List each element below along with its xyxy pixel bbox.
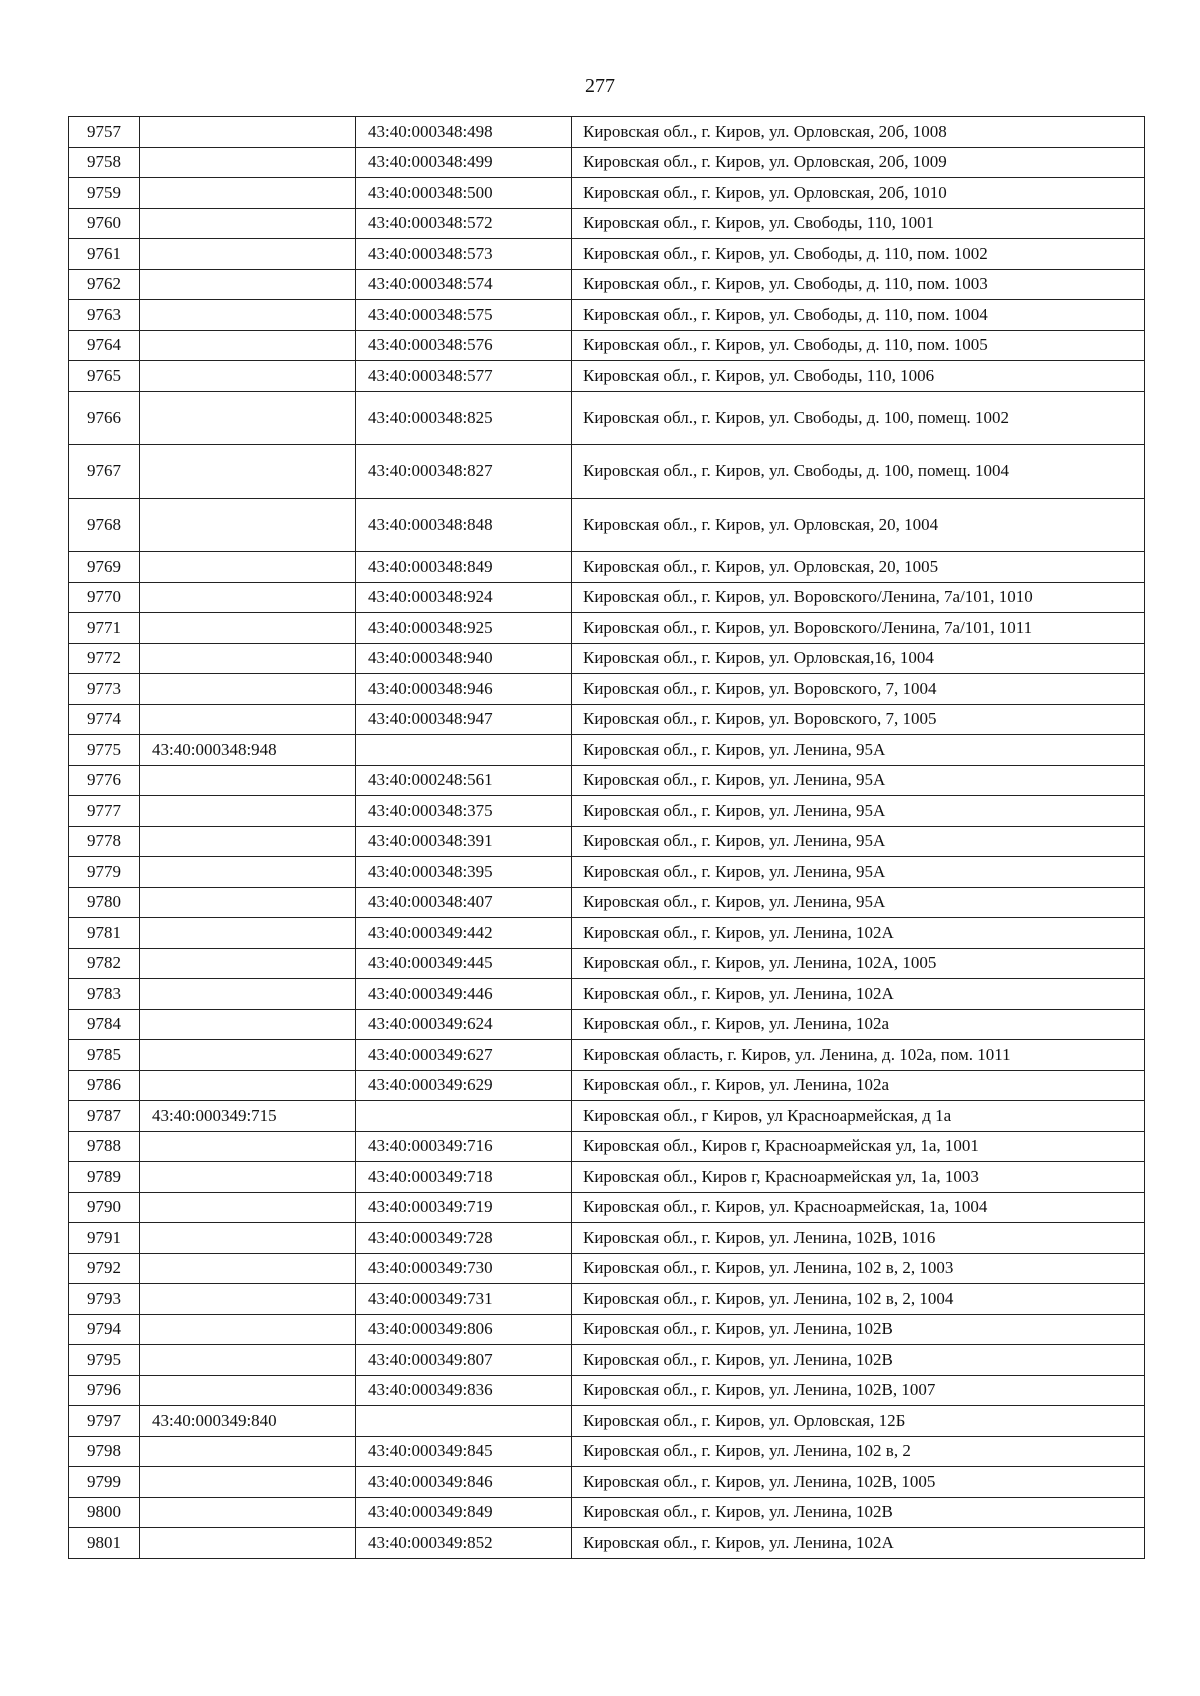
parent-cadastral-cell	[140, 1009, 356, 1040]
cadastral-number-cell: 43:40:000349:852	[356, 1528, 572, 1559]
table-row	[69, 704, 1145, 735]
cadastral-number-cell: 43:40:000348:395	[356, 857, 572, 888]
row-number-cell: 9795	[69, 1345, 140, 1376]
parent-cadastral-cell	[140, 1162, 356, 1193]
table-row	[69, 796, 1145, 827]
parent-cadastral-cell	[140, 269, 356, 300]
parent-cadastral-cell	[140, 1253, 356, 1284]
parent-cadastral-cell	[140, 498, 356, 552]
parent-cadastral-cell: 43:40:000348:948	[140, 735, 356, 766]
address-cell: Кировская обл., Киров г, Красноармейская ул, 1а, 1003	[572, 1162, 1145, 1193]
cadastral-number-cell: 43:40:000348:577	[356, 361, 572, 392]
cadastral-number-cell: 43:40:000348:825	[356, 391, 572, 445]
row-number-cell: 9789	[69, 1162, 140, 1193]
address-cell: Кировская обл., г. Киров, ул. Ленина, 102В, 1005	[572, 1467, 1145, 1498]
cadastral-number-cell: 43:40:000348:391	[356, 826, 572, 857]
table-row	[69, 857, 1145, 888]
page-number: 277	[585, 75, 615, 97]
table-row	[69, 147, 1145, 178]
row-number-cell: 9767	[69, 445, 140, 499]
table-row	[69, 445, 1145, 499]
registry-table-body	[69, 117, 1145, 1559]
address-cell: Кировская обл., г. Киров, ул. Воровского, 7, 1005	[572, 704, 1145, 735]
row-number-cell: 9766	[69, 391, 140, 445]
parent-cadastral-cell	[140, 887, 356, 918]
address-cell: Кировская обл., г Киров, ул Красноармейская, д 1а	[572, 1101, 1145, 1132]
table-row	[69, 1192, 1145, 1223]
table-row	[69, 117, 1145, 148]
row-number-cell: 9757	[69, 117, 140, 148]
row-number-cell: 9775	[69, 735, 140, 766]
cadastral-number-cell: 43:40:000348:827	[356, 445, 572, 499]
cadastral-number-cell: 43:40:000348:572	[356, 208, 572, 239]
address-cell: Кировская обл., г. Киров, ул. Ленина, 102В	[572, 1345, 1145, 1376]
parent-cadastral-cell	[140, 643, 356, 674]
cadastral-number-cell	[356, 735, 572, 766]
table-row	[69, 1284, 1145, 1315]
cadastral-number-cell: 43:40:000348:849	[356, 552, 572, 583]
row-number-cell: 9773	[69, 674, 140, 705]
address-cell: Кировская обл., г. Киров, ул. Ленина, 102А	[572, 918, 1145, 949]
parent-cadastral-cell	[140, 1040, 356, 1071]
table-row	[69, 674, 1145, 705]
cadastral-number-cell: 43:40:000349:627	[356, 1040, 572, 1071]
parent-cadastral-cell	[140, 918, 356, 949]
table-row	[69, 948, 1145, 979]
cadastral-number-cell: 43:40:000349:728	[356, 1223, 572, 1254]
table-row	[69, 300, 1145, 331]
parent-cadastral-cell	[140, 330, 356, 361]
parent-cadastral-cell	[140, 1345, 356, 1376]
table-row	[69, 1467, 1145, 1498]
table-row	[69, 1314, 1145, 1345]
row-number-cell: 9760	[69, 208, 140, 239]
row-number-cell: 9788	[69, 1131, 140, 1162]
table-row	[69, 1345, 1145, 1376]
address-cell: Кировская обл., г. Киров, ул. Ленина, 102 в, 2	[572, 1436, 1145, 1467]
parent-cadastral-cell	[140, 826, 356, 857]
cadastral-number-cell: 43:40:000349:718	[356, 1162, 572, 1193]
cadastral-number-cell: 43:40:000349:730	[356, 1253, 572, 1284]
row-number-cell: 9801	[69, 1528, 140, 1559]
table-row	[69, 1131, 1145, 1162]
cadastral-number-cell: 43:40:000349:836	[356, 1375, 572, 1406]
address-cell: Кировская обл., г. Киров, ул. Ленина, 102а	[572, 1009, 1145, 1040]
parent-cadastral-cell	[140, 948, 356, 979]
address-cell: Кировская обл., г. Киров, ул. Ленина, 102А	[572, 979, 1145, 1010]
parent-cadastral-cell	[140, 1131, 356, 1162]
address-cell: Кировская обл., г. Киров, ул. Ленина, 102В	[572, 1497, 1145, 1528]
parent-cadastral-cell	[140, 704, 356, 735]
parent-cadastral-cell	[140, 552, 356, 583]
address-cell: Кировская обл., г. Киров, ул. Орловская, 12Б	[572, 1406, 1145, 1437]
parent-cadastral-cell: 43:40:000349:715	[140, 1101, 356, 1132]
cadastral-number-cell: 43:40:000349:716	[356, 1131, 572, 1162]
parent-cadastral-cell	[140, 361, 356, 392]
table-row	[69, 1101, 1145, 1132]
row-number-cell: 9800	[69, 1497, 140, 1528]
cadastral-number-cell: 43:40:000348:499	[356, 147, 572, 178]
cadastral-number-cell: 43:40:000348:576	[356, 330, 572, 361]
address-cell: Кировская обл., г. Киров, ул. Ленина, 95А	[572, 735, 1145, 766]
cadastral-number-cell: 43:40:000349:806	[356, 1314, 572, 1345]
address-cell: Кировская обл., г. Киров, ул. Ленина, 102В, 1007	[572, 1375, 1145, 1406]
table-row	[69, 613, 1145, 644]
table-row	[69, 361, 1145, 392]
table-row	[69, 391, 1145, 445]
parent-cadastral-cell	[140, 1192, 356, 1223]
table-row	[69, 269, 1145, 300]
table-row	[69, 1009, 1145, 1040]
parent-cadastral-cell	[140, 796, 356, 827]
table-row	[69, 1406, 1145, 1437]
row-number-cell: 9768	[69, 498, 140, 552]
row-number-cell: 9797	[69, 1406, 140, 1437]
address-cell: Кировская обл., г. Киров, ул. Воровского, 7, 1004	[572, 674, 1145, 705]
cadastral-number-cell: 43:40:000348:375	[356, 796, 572, 827]
address-cell: Кировская обл., г. Киров, ул. Ленина, 102 в, 2, 1004	[572, 1284, 1145, 1315]
table-row	[69, 918, 1145, 949]
row-number-cell: 9790	[69, 1192, 140, 1223]
table-row	[69, 582, 1145, 613]
cadastral-number-cell: 43:40:000349:807	[356, 1345, 572, 1376]
address-cell: Кировская обл., г. Киров, ул. Ленина, 95А	[572, 796, 1145, 827]
row-number-cell: 9782	[69, 948, 140, 979]
cadastral-number-cell: 43:40:000349:719	[356, 1192, 572, 1223]
table-row	[69, 1528, 1145, 1559]
address-cell: Кировская обл., г. Киров, ул. Свободы, д. 110, пом. 1002	[572, 239, 1145, 270]
cadastral-number-cell: 43:40:000349:446	[356, 979, 572, 1010]
row-number-cell: 9778	[69, 826, 140, 857]
row-number-cell: 9761	[69, 239, 140, 270]
parent-cadastral-cell	[140, 117, 356, 148]
address-cell: Кировская обл., г. Киров, ул. Орловская,16, 1004	[572, 643, 1145, 674]
parent-cadastral-cell	[140, 391, 356, 445]
parent-cadastral-cell	[140, 445, 356, 499]
row-number-cell: 9781	[69, 918, 140, 949]
cadastral-number-cell: 43:40:000349:849	[356, 1497, 572, 1528]
row-number-cell: 9792	[69, 1253, 140, 1284]
row-number-cell: 9796	[69, 1375, 140, 1406]
table-row	[69, 1162, 1145, 1193]
row-number-cell: 9762	[69, 269, 140, 300]
table-row	[69, 208, 1145, 239]
address-cell: Кировская обл., г. Киров, ул. Ленина, 102В, 1016	[572, 1223, 1145, 1254]
parent-cadastral-cell	[140, 613, 356, 644]
table-row	[69, 643, 1145, 674]
table-row	[69, 887, 1145, 918]
cadastral-number-cell: 43:40:000348:407	[356, 887, 572, 918]
parent-cadastral-cell	[140, 1375, 356, 1406]
row-number-cell: 9758	[69, 147, 140, 178]
address-cell: Кировская обл., г. Киров, ул. Свободы, д. 110, пом. 1004	[572, 300, 1145, 331]
row-number-cell: 9786	[69, 1070, 140, 1101]
parent-cadastral-cell	[140, 1467, 356, 1498]
cadastral-number-cell: 43:40:000348:573	[356, 239, 572, 270]
address-cell: Кировская обл., г. Киров, ул. Красноармейская, 1а, 1004	[572, 1192, 1145, 1223]
table-row	[69, 1497, 1145, 1528]
cadastral-number-cell: 43:40:000348:574	[356, 269, 572, 300]
row-number-cell: 9769	[69, 552, 140, 583]
table-row	[69, 239, 1145, 270]
parent-cadastral-cell	[140, 1223, 356, 1254]
row-number-cell: 9783	[69, 979, 140, 1010]
row-number-cell: 9780	[69, 887, 140, 918]
parent-cadastral-cell	[140, 1528, 356, 1559]
cadastral-number-cell	[356, 1101, 572, 1132]
parent-cadastral-cell	[140, 1314, 356, 1345]
row-number-cell: 9772	[69, 643, 140, 674]
parent-cadastral-cell	[140, 1497, 356, 1528]
table-row	[69, 178, 1145, 209]
cadastral-number-cell: 43:40:000349:629	[356, 1070, 572, 1101]
row-number-cell: 9777	[69, 796, 140, 827]
table-row	[69, 552, 1145, 583]
row-number-cell: 9785	[69, 1040, 140, 1071]
address-cell: Кировская обл., г. Киров, ул. Свободы, 110, 1001	[572, 208, 1145, 239]
table-row	[69, 1070, 1145, 1101]
address-cell: Кировская обл., г. Киров, ул. Орловская, 20б, 1009	[572, 147, 1145, 178]
parent-cadastral-cell	[140, 674, 356, 705]
parent-cadastral-cell	[140, 147, 356, 178]
address-cell: Кировская обл., Киров г, Красноармейская ул, 1а, 1001	[572, 1131, 1145, 1162]
row-number-cell: 9791	[69, 1223, 140, 1254]
parent-cadastral-cell	[140, 300, 356, 331]
address-cell: Кировская обл., г. Киров, ул. Орловская, 20, 1004	[572, 498, 1145, 552]
cadastral-number-cell: 43:40:000348:947	[356, 704, 572, 735]
cadastral-number-cell: 43:40:000348:575	[356, 300, 572, 331]
row-number-cell: 9779	[69, 857, 140, 888]
parent-cadastral-cell	[140, 765, 356, 796]
cadastral-number-cell: 43:40:000349:846	[356, 1467, 572, 1498]
row-number-cell: 9764	[69, 330, 140, 361]
table-row	[69, 826, 1145, 857]
cadastral-number-cell: 43:40:000348:940	[356, 643, 572, 674]
parent-cadastral-cell: 43:40:000349:840	[140, 1406, 356, 1437]
address-cell: Кировская обл., г. Киров, ул. Ленина, 95А	[572, 765, 1145, 796]
cadastral-number-cell: 43:40:000348:498	[356, 117, 572, 148]
address-cell: Кировская обл., г. Киров, ул. Свободы, 110, 1006	[572, 361, 1145, 392]
row-number-cell: 9799	[69, 1467, 140, 1498]
parent-cadastral-cell	[140, 1070, 356, 1101]
cadastral-number-cell: 43:40:000248:561	[356, 765, 572, 796]
row-number-cell: 9776	[69, 765, 140, 796]
row-number-cell: 9774	[69, 704, 140, 735]
table-row	[69, 735, 1145, 766]
table-row	[69, 498, 1145, 552]
address-cell: Кировская обл., г. Киров, ул. Орловская, 20б, 1010	[572, 178, 1145, 209]
registry-table	[68, 116, 1145, 1559]
cadastral-number-cell: 43:40:000349:624	[356, 1009, 572, 1040]
cadastral-number-cell	[356, 1406, 572, 1437]
row-number-cell: 9787	[69, 1101, 140, 1132]
cadastral-number-cell: 43:40:000348:946	[356, 674, 572, 705]
address-cell: Кировская обл., г. Киров, ул. Орловская, 20б, 1008	[572, 117, 1145, 148]
address-cell: Кировская обл., г. Киров, ул. Ленина, 95А	[572, 857, 1145, 888]
parent-cadastral-cell	[140, 1284, 356, 1315]
address-cell: Кировская область, г. Киров, ул. Ленина, д. 102а, пом. 1011	[572, 1040, 1145, 1071]
parent-cadastral-cell	[140, 582, 356, 613]
address-cell: Кировская обл., г. Киров, ул. Воровского/Ленина, 7а/101, 1011	[572, 613, 1145, 644]
table-row	[69, 1223, 1145, 1254]
table-row	[69, 1436, 1145, 1467]
address-cell: Кировская обл., г. Киров, ул. Ленина, 102а	[572, 1070, 1145, 1101]
cadastral-number-cell: 43:40:000348:848	[356, 498, 572, 552]
row-number-cell: 9793	[69, 1284, 140, 1315]
row-number-cell: 9759	[69, 178, 140, 209]
row-number-cell: 9765	[69, 361, 140, 392]
address-cell: Кировская обл., г. Киров, ул. Ленина, 102В	[572, 1314, 1145, 1345]
address-cell: Кировская обл., г. Киров, ул. Воровского/Ленина, 7а/101, 1010	[572, 582, 1145, 613]
address-cell: Кировская обл., г. Киров, ул. Свободы, д. 100, помещ. 1002	[572, 391, 1145, 445]
row-number-cell: 9771	[69, 613, 140, 644]
address-cell: Кировская обл., г. Киров, ул. Ленина, 95А	[572, 826, 1145, 857]
row-number-cell: 9794	[69, 1314, 140, 1345]
parent-cadastral-cell	[140, 1436, 356, 1467]
cadastral-number-cell: 43:40:000348:925	[356, 613, 572, 644]
parent-cadastral-cell	[140, 857, 356, 888]
address-cell: Кировская обл., г. Киров, ул. Ленина, 95А	[572, 887, 1145, 918]
table-row	[69, 1253, 1145, 1284]
address-cell: Кировская обл., г. Киров, ул. Орловская, 20, 1005	[572, 552, 1145, 583]
cadastral-number-cell: 43:40:000349:445	[356, 948, 572, 979]
parent-cadastral-cell	[140, 208, 356, 239]
address-cell: Кировская обл., г. Киров, ул. Ленина, 102 в, 2, 1003	[572, 1253, 1145, 1284]
parent-cadastral-cell	[140, 239, 356, 270]
address-cell: Кировская обл., г. Киров, ул. Ленина, 102А, 1005	[572, 948, 1145, 979]
table-row	[69, 765, 1145, 796]
cadastral-number-cell: 43:40:000349:845	[356, 1436, 572, 1467]
table-row	[69, 330, 1145, 361]
row-number-cell: 9770	[69, 582, 140, 613]
cadastral-number-cell: 43:40:000349:731	[356, 1284, 572, 1315]
table-row	[69, 1040, 1145, 1071]
row-number-cell: 9784	[69, 1009, 140, 1040]
parent-cadastral-cell	[140, 178, 356, 209]
table-row	[69, 1375, 1145, 1406]
address-cell: Кировская обл., г. Киров, ул. Ленина, 102А	[572, 1528, 1145, 1559]
table-row	[69, 979, 1145, 1010]
cadastral-number-cell: 43:40:000349:442	[356, 918, 572, 949]
address-cell: Кировская обл., г. Киров, ул. Свободы, д. 100, помещ. 1004	[572, 445, 1145, 499]
row-number-cell: 9798	[69, 1436, 140, 1467]
row-number-cell: 9763	[69, 300, 140, 331]
address-cell: Кировская обл., г. Киров, ул. Свободы, д. 110, пом. 1003	[572, 269, 1145, 300]
address-cell: Кировская обл., г. Киров, ул. Свободы, д. 110, пом. 1005	[572, 330, 1145, 361]
cadastral-number-cell: 43:40:000348:500	[356, 178, 572, 209]
parent-cadastral-cell	[140, 979, 356, 1010]
cadastral-number-cell: 43:40:000348:924	[356, 582, 572, 613]
